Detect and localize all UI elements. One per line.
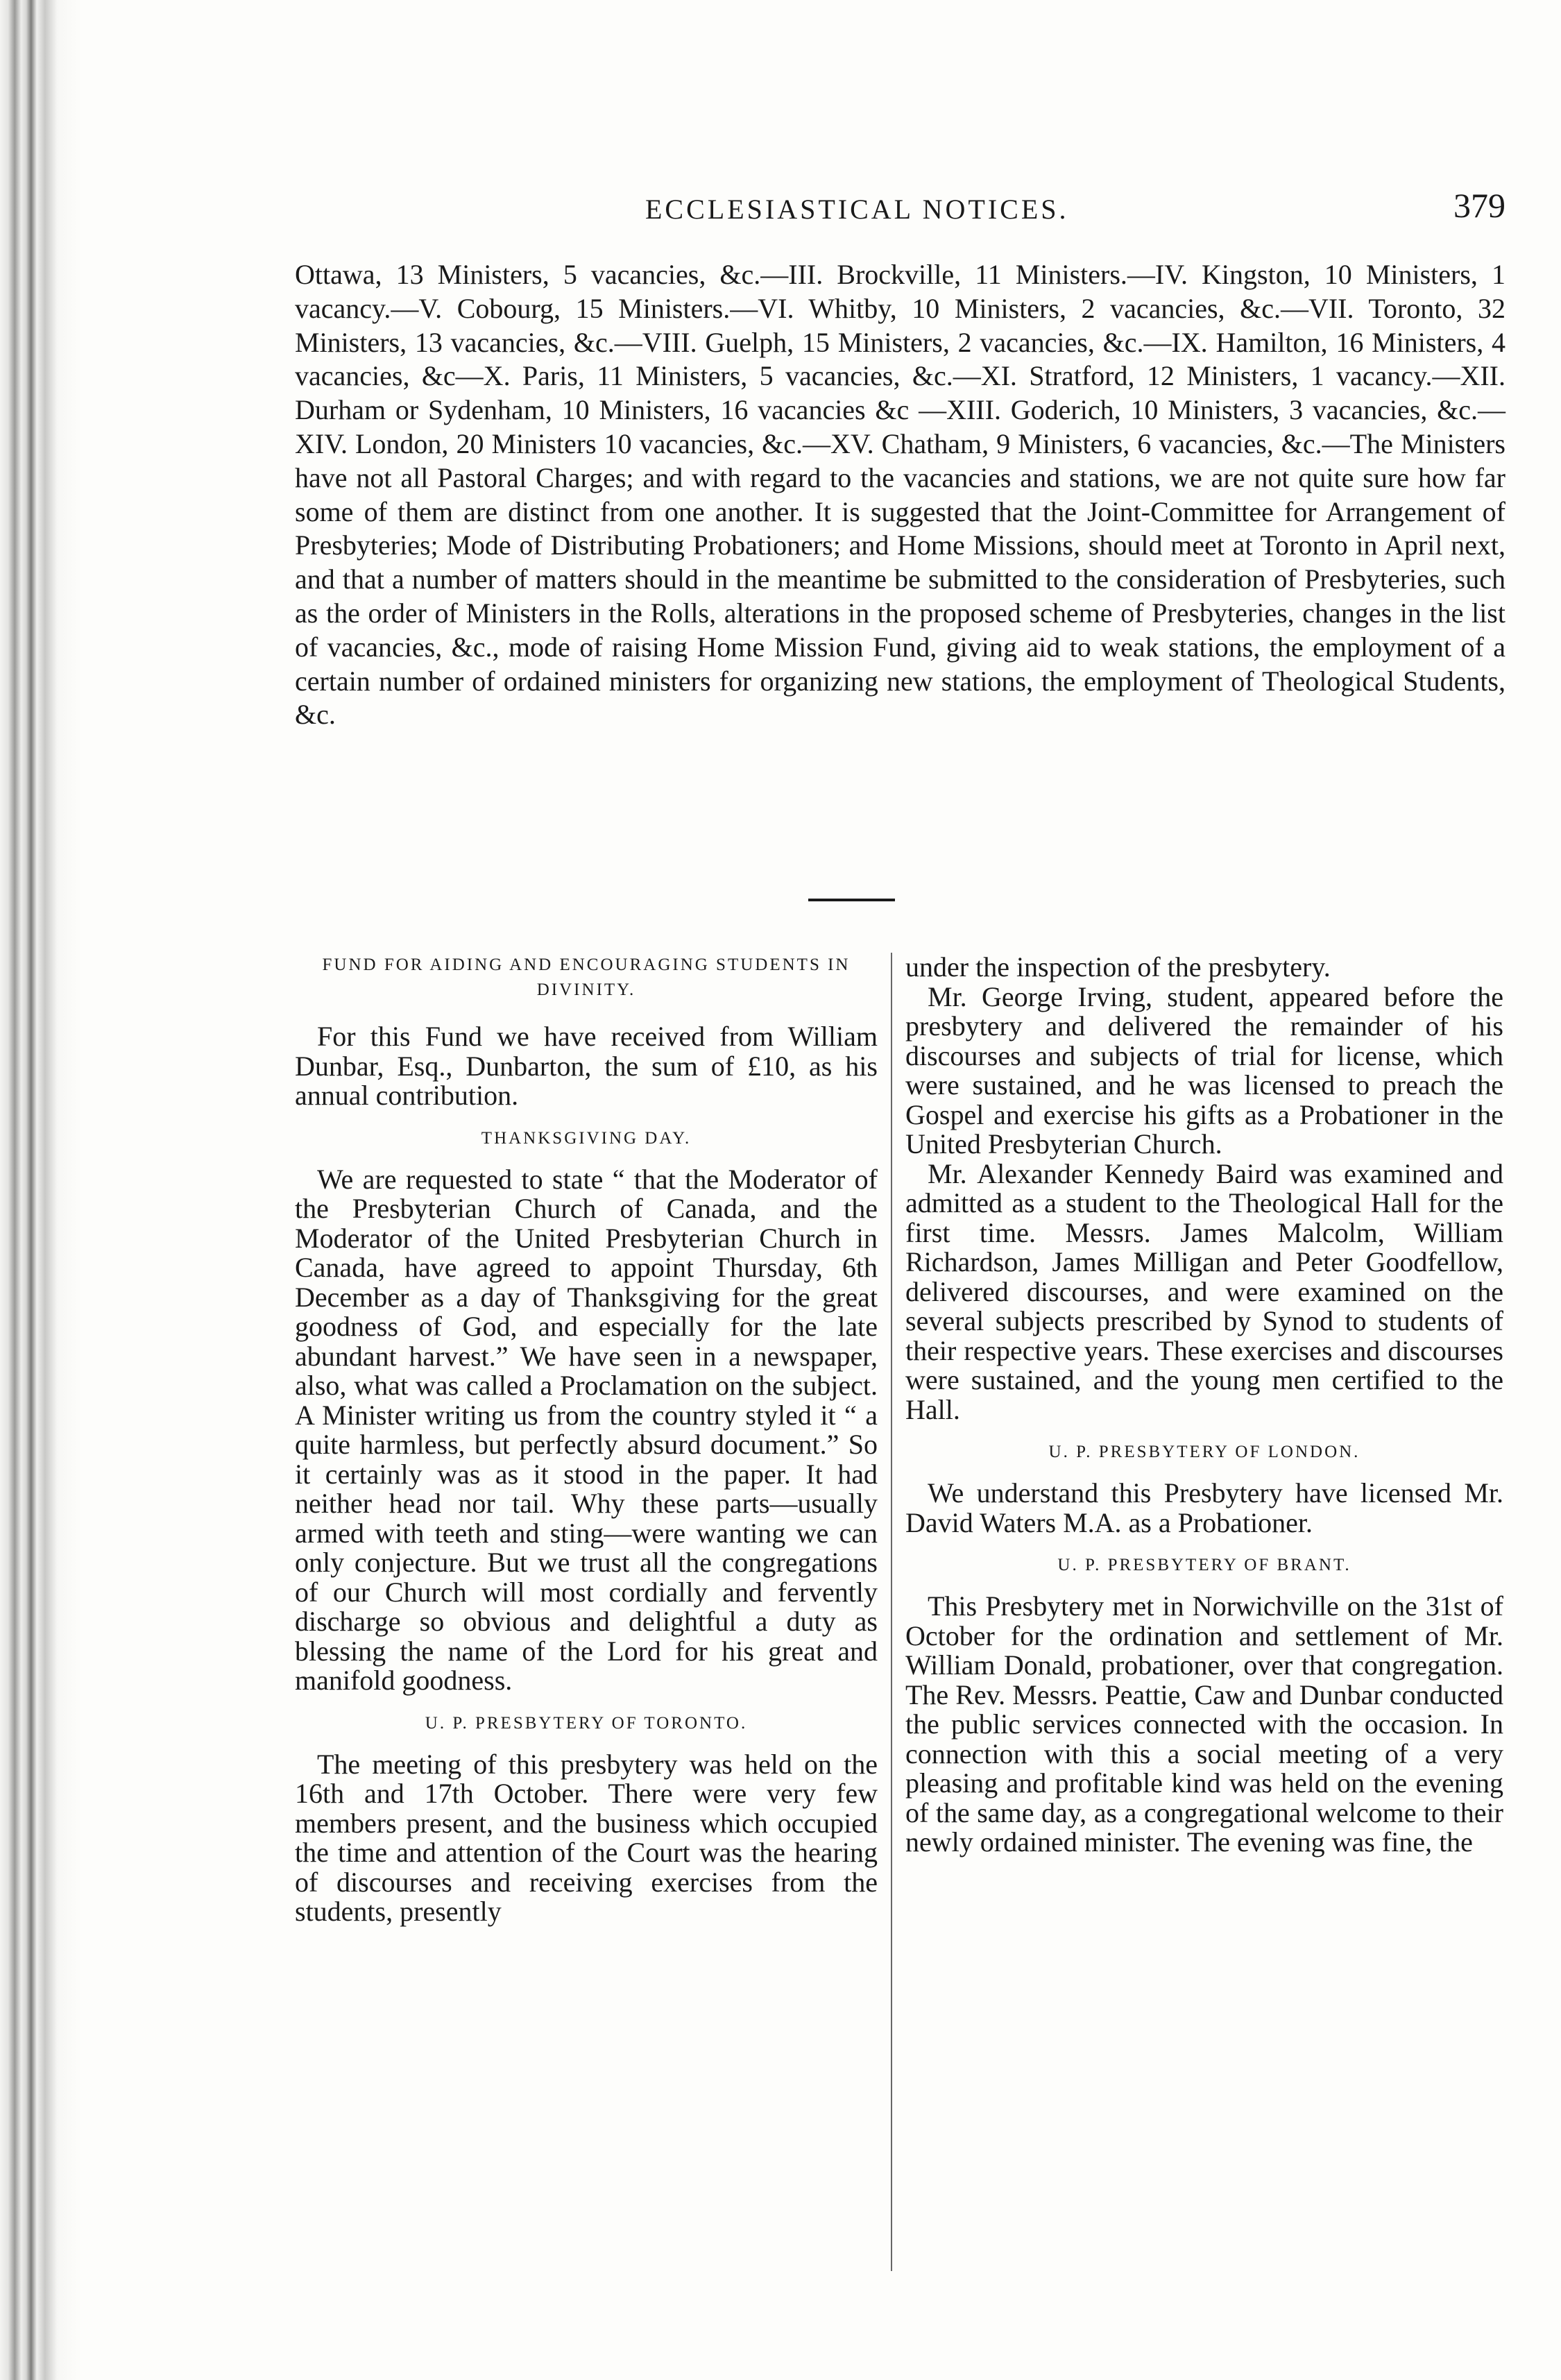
brant-heading: U. P. PRESBYTERY OF BRANT. — [1057, 1556, 1351, 1574]
london-paragraph: We understand this Presbytery have licensed Mr. David Waters M.A. as a Probationer. — [905, 1477, 1503, 1538]
column-divider — [891, 953, 892, 2271]
toronto-continued-paragraph: under the inspection of the presbytery. — [905, 953, 1331, 983]
thanksgiving-heading: THANKSGIVING DAY. — [481, 1128, 692, 1148]
fund-paragraph: For this Fund we have received from William Dunbar, Esq., Dunbarton, the sum of £10, as his annual contribution. — [295, 1021, 878, 1111]
section-separator-rule — [808, 899, 895, 901]
london-heading: U. P. PRESBYTERY OF LONDON. — [1048, 1443, 1360, 1461]
page-header — [295, 177, 1505, 226]
intro-paragraph: Ottawa, 13 Ministers, 5 vacancies, &c.—III. Brockville, 11 Ministers.—IV. Kingston, 10 Ministers, 1 vacancy.—V. Cobourg, 15 Ministers.—VI. Whitby, 10 Ministers, 2 vacancies, &c.—VII. Toronto, 32 Ministers, 13 vacancies, &c.—VIII. Guelph, 15 Ministers, 2 vacancies, &c.—IX. Hamilton, 16 Ministers, 4 vacancies, &c—X. Paris, 11 Ministers, 5 vacancies, &c.—XI. Stratford, 12 Ministers, 1 vacancy.—XII. Durham or Sydenham, 10 Ministers, 16 vacancies &c —XIII. Goderich, 10 Ministers, 3 vacancies, &c.—XIV. London, 20 Ministers 10 vacancies, &c.—XV. Chatham, 9 Ministers, 6 vacancies, &c.—The Ministers have not all Pastoral Charges; and with regard to the vacancies and stations, we are not quite sure how far some of them are distinct from one another. It is suggested that the Joint-Committee for Arrangement of Presbyteries; Mode of Distributing Probationers; and Home Missions, should meet at Toronto in April next, and that a number of matters should in the meantime be submitted to the consideration of Presbyteries, such as the order of Ministers in the Rolls, alterations in the proposed scheme of Presbyteries, changes in the list of vacancies, &c., mode of raising Home Mission Fund, giving aid to weak stations, the employment of a certain number of ordained ministers for organizing new stations, the employment of Theological Students, &c. — [295, 259, 1505, 731]
thanksgiving-paragraph: We are requested to state “ that the Moderator of the Presbyterian Church of Canada, and the Moderator of the United Presbyterian Church in Canada, have agreed to appoint Thursday, 6th December as a day of Thanksgiving for the great goodness of God, and especially for the late abundant harvest.” We have seen in a newspaper, also, what was called a Proclamation on the subject. A Minister writing us from the country styled it “ a quite harmless, but perfectly absurd document.” So it certainly was as it stood in the paper. It had neither head nor tail. Why these parts—usually armed with teeth and sting—were wanting we can only conjecture. But we trust all the congregations of our Church will most cordially and fervently discharge so obvious and delightful a duty as blessing the name of the Lord for his great and manifold goodness. — [295, 1163, 878, 1696]
page-number: 379 — [1453, 186, 1505, 225]
brant-paragraph: This Presbytery met in Norwichville on the 31st of October for the ordination and settlement of Mr. William Donald, probationer, over that congregation. The Rev. Messrs. Peattie, Caw and Dunbar conducted the public services connected with the occasion. In connection with this a social meeting of a very pleasing and profitable kind was held on the evening of the same day, as a congregational welcome to their newly ordained minister. The evening was fine, the — [905, 1590, 1503, 1858]
fund-heading: FUND FOR AIDING AND ENCOURAGING STUDENTS IN DIVINITY. — [322, 955, 851, 999]
book-spine-edge — [0, 0, 82, 2380]
baird-paragraph: Mr. Alexander Kennedy Baird was examined and admitted as a student to the Theological Hall for the first time. Messrs. James Malcolm, William Richardson, James Milligan and Peter Goodfellow, delivered discourses, and were examined on the several subjects prescribed by Synod to students of their respective years. These exercises and discourses were sustained, and the young men certified to the Hall. — [905, 1157, 1503, 1425]
right-column — [905, 953, 1503, 2292]
running-head: ECCLESIASTICAL NOTICES. — [645, 194, 1069, 225]
irving-paragraph: Mr. George Irving, student, appeared before the presbytery and delivered the remainder of his discourses and subjects of trial for license, which were sustained, and he was licensed to preach the Gospel and exercise his gifts as a Probationer in the United Presbyterian Church. — [905, 980, 1503, 1159]
left-column — [295, 953, 878, 2292]
toronto-heading: U. P. PRESBYTERY OF TORONTO. — [425, 1713, 748, 1733]
toronto-paragraph: The meeting of this presbytery was held on the 16th and 17th October. There were very few members present, and the business which occupied the time and attention of the Court was the hearing of discourses and receiving exercises from the students, presently — [295, 1748, 878, 1927]
